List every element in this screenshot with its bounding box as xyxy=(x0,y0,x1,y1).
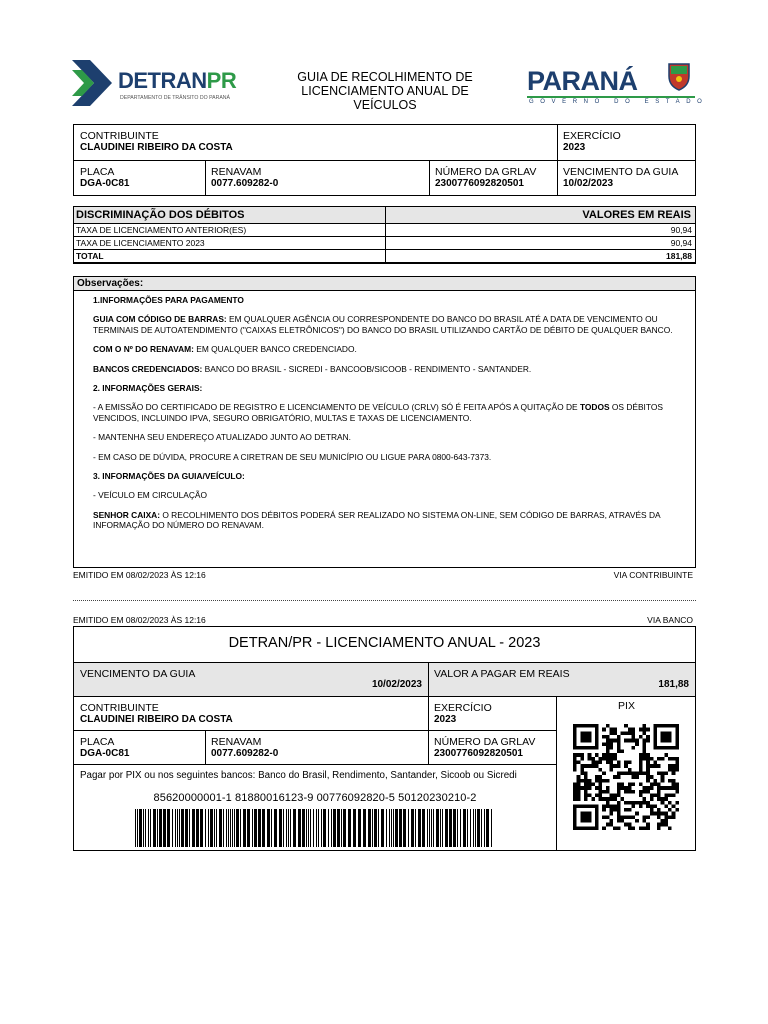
stub-valor-label: VALOR A PAGAR EM REAIS xyxy=(434,668,570,680)
exercicio-label: EXERCÍCIO xyxy=(563,130,621,142)
total-value: 181,88 xyxy=(666,251,692,261)
pix-qr-code xyxy=(573,724,679,830)
stub-contribuinte-value: CLAUDINEI RIBEIRO DA COSTA xyxy=(80,714,233,725)
obs-endereco: - MANTENHA SEU ENDEREÇO ATUALIZADO JUNTO AO DETRAN. xyxy=(93,432,351,443)
obs-section-2-title: 2. INFORMAÇÕES GERAIS: xyxy=(93,383,203,394)
stub-exercicio-value: 2023 xyxy=(434,714,457,725)
stub-placa-label: PLACA xyxy=(80,736,115,748)
stub-placa-value: DGA-0C81 xyxy=(80,748,130,759)
renavam-label: RENAVAM xyxy=(211,166,262,178)
stub-grlav-field xyxy=(428,733,556,763)
obs-barras-text: EM QUALQUER AGÊNCIA OU CORRESPONDENTE DO BANCO DO BRASIL ATÉ A DATA DE VENCIMENTO OU TERMINAIS DE AUTOATENDIMENTO ("CAIXAS ELETRÔNICOS") DO BANCO DO BRASIL UTILIZANDO CARTÃO DE DÉBITO DE QUALQUER BANCO. xyxy=(93,314,673,335)
linha-digitavel: 85620000001-1 81880016123-9 00776092820-5 50120230210-2 xyxy=(153,792,477,804)
logo-text: DETRAN xyxy=(118,68,207,93)
parana-subtitle: GOVERNO DO ESTADO xyxy=(529,99,709,105)
vencimento-field xyxy=(557,163,695,193)
obs-caixa-text: O RECOLHIMENTO DOS DÉBITOS PODERÁ SER REALIZADO NO SISTEMA ON-LINE, SEM CÓDIGO DE BARRAS, ATRAVÉS DA INFORMAÇÃO DO NÚMERO DO RENAVAM. xyxy=(93,509,661,531)
pix-label: PIX xyxy=(618,700,635,712)
detran-logo-icon xyxy=(72,60,112,106)
barcode xyxy=(135,809,495,847)
placa-field xyxy=(74,163,205,193)
observations-box xyxy=(73,276,696,568)
debit-desc: TAXA DE LICENCIAMENTO ANTERIOR(ES) xyxy=(76,225,247,235)
obs-crlv-text-b: OS DÉBITOS VENCIDOS, INCLUINDO IPVA, SEGURO OBRIGATÓRIO, MULTAS E TAXAS DE LICENCIAMENTO. xyxy=(93,402,663,423)
cut-line xyxy=(73,600,696,601)
exercicio-value: 2023 xyxy=(563,142,586,153)
contribuinte-label: CONTRIBUINTE xyxy=(80,130,159,142)
logo-subtitle: DEPARTAMENTO DE TRÂNSITO DO PARANÁ xyxy=(120,95,231,101)
debits-header-right: VALORES EM REAIS xyxy=(582,209,691,221)
obs-section-1-title: 1.INFORMAÇÕES PARA PAGAMENTO xyxy=(93,295,244,305)
contribuinte-value: CLAUDINEI RIBEIRO DA COSTA xyxy=(80,142,233,153)
parana-coat-of-arms-icon xyxy=(665,60,693,92)
grlav-field xyxy=(429,163,557,193)
obs-crlv-text-a: - A EMISSÃO DO CERTIFICADO DE REGISTRO E LICENCIAMENTO DE VEÍCULO (CRLV) SÓ É FEITA APÓS A QUITAÇÃO DE xyxy=(93,402,580,413)
debits-table xyxy=(73,206,696,264)
debit-value: 90,94 xyxy=(670,225,692,235)
stub-grlav-value: 2300776092820501 xyxy=(434,748,523,759)
stub-valor-value: 181,88 xyxy=(658,679,689,690)
grlav-label: NÚMERO DA GRLAV xyxy=(435,166,537,178)
total-label: TOTAL xyxy=(76,251,104,261)
obs-renavam-text: EM QUALQUER BANCO CREDENCIADO. xyxy=(193,344,357,355)
exercicio-field xyxy=(557,127,695,157)
renavam-field xyxy=(205,163,429,193)
obs-bancos-label: BANCOS CREDENCIADOS: xyxy=(93,363,203,374)
stub-grlav-label: NÚMERO DA GRLAV xyxy=(434,736,536,748)
vencimento-label: VENCIMENTO DA GUIA xyxy=(563,166,679,178)
debit-value: 90,94 xyxy=(670,238,692,248)
stub-vencimento-value: 10/02/2023 xyxy=(371,679,422,690)
obs-renavam-label: COM O Nº DO RENAVAM: xyxy=(93,344,194,355)
stub-title: DETRAN/PR - LICENCIAMENTO ANUAL - 2023 xyxy=(228,635,541,651)
pagar-text: Pagar por PIX ou nos seguintes bancos: Banco do Brasil, Rendimento, Santander, Sicoob ou Sicredi xyxy=(80,770,517,781)
stub-contribuinte-label: CONTRIBUINTE xyxy=(80,702,159,714)
stub-placa-field xyxy=(74,733,205,763)
title-line-2: LICENCIAMENTO ANUAL DE xyxy=(301,84,469,98)
placa-value: DGA-0C81 xyxy=(80,178,130,189)
placa-label: PLACA xyxy=(80,166,115,178)
stub-contribuinte-field xyxy=(74,699,424,729)
detran-logo xyxy=(72,60,242,110)
vencimento-value: 10/02/2023 xyxy=(563,178,614,189)
obs-circulacao: - VEÍCULO EM CIRCULAÇÃO xyxy=(93,490,208,501)
renavam-value: 0077.609282-0 xyxy=(211,178,279,189)
obs-caixa-label: SENHOR CAIXA: xyxy=(93,509,161,520)
observations-content xyxy=(93,295,687,540)
stub-renavam-label: RENAVAM xyxy=(211,736,262,748)
contribuinte-field xyxy=(74,127,554,157)
via-banco: VIA BANCO xyxy=(647,615,693,625)
stub-renavam-field xyxy=(205,733,428,763)
debit-desc: TAXA DE LICENCIAMENTO 2023 xyxy=(76,238,205,248)
grlav-value: 2300776092820501 xyxy=(435,178,524,189)
parana-logo xyxy=(527,60,709,108)
stub-exercicio-label: EXERCÍCIO xyxy=(434,702,492,714)
emitido-top: EMITIDO EM 08/02/2023 ÀS 12:16 xyxy=(73,570,206,580)
stub-vencimento-label: VENCIMENTO DA GUIA xyxy=(80,668,196,680)
title-line-1: GUIA DE RECOLHIMENTO DE xyxy=(297,70,473,84)
via-contribuinte: VIA CONTRIBUINTE xyxy=(613,570,693,580)
title-line-3: VEÍCULOS xyxy=(353,98,417,112)
obs-duvida: - EM CASO DE DÚVIDA, PROCURE A CIRETRAN DE SEU MUNICÍPIO OU LIGUE PARA 0800-643-7373. xyxy=(93,451,492,462)
obs-crlv-bold: TODOS xyxy=(579,402,610,413)
logo-pr: PR xyxy=(206,68,237,93)
bank-stub xyxy=(73,626,696,851)
obs-barras-label: GUIA COM CÓDIGO DE BARRAS: xyxy=(93,314,227,325)
obs-bancos-text: BANCO DO BRASIL - SICREDI - BANCOOB/SICOOB - RENDIMENTO - SANTANDER. xyxy=(202,363,532,374)
document-title xyxy=(270,70,500,112)
emitido-bank: EMITIDO EM 08/02/2023 ÀS 12:16 xyxy=(73,615,206,625)
obs-section-3-title: 3. INFORMAÇÕES DA GUIA/VEÍCULO: xyxy=(93,471,245,482)
observations-title: Observações: xyxy=(77,278,144,289)
info-box xyxy=(73,124,696,196)
debits-header-left: DISCRIMINAÇÃO DOS DÉBITOS xyxy=(76,209,245,221)
stub-renavam-value: 0077.609282-0 xyxy=(211,748,279,759)
parana-wordmark: PARANÁ xyxy=(527,66,638,96)
stub-exercicio-field xyxy=(428,699,556,729)
